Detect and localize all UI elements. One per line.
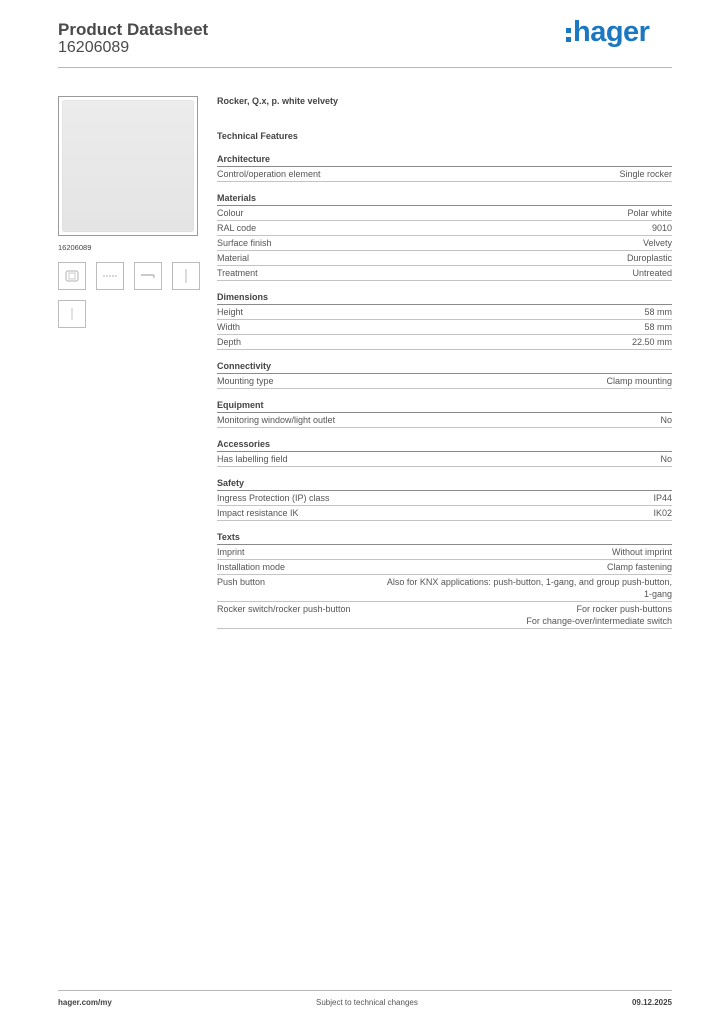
spec-value: Velvety [642,238,672,248]
section-title: Equipment [217,399,672,413]
spec-value: 9010 [651,223,672,233]
spec-label: RAL code [217,223,257,233]
spec-value: Single rocker [619,169,672,179]
section-accessories [217,438,672,467]
section-title: Materials [217,192,672,206]
section-texts [217,531,672,629]
brand-logo [566,16,649,49]
section-safety [217,477,672,521]
spec-row [217,560,672,575]
spec-row [217,506,672,521]
spec-label: Colour [217,208,244,218]
spec-value: Without imprint [611,547,672,557]
spec-label: Rocker switch/rocker push-button [217,604,351,614]
spec-row [217,452,672,467]
spec-row [217,221,672,236]
rocker-image [62,100,194,232]
spec-value: 22.50 mm [631,337,672,347]
top-view-icon [139,271,157,281]
spec-row [217,305,672,320]
footer-divider [58,990,672,991]
spec-label: Push button [217,577,266,587]
logo-dots-icon [566,28,571,42]
spec-value: 58 mm [644,307,672,317]
spec-value: Clamp fastening [606,562,672,572]
spec-label: Width [217,322,241,332]
spec-value: IK02 [653,508,672,518]
technical-features-heading: Technical Features [217,131,298,141]
spec-row [217,236,672,251]
spec-value: No [660,415,672,425]
spec-row [217,206,672,221]
profile-view-icon [181,267,191,285]
spec-row [217,320,672,335]
section-materials [217,192,672,281]
thumbnail-top-view[interactable] [134,262,162,290]
spec-label: Mounting type [217,376,274,386]
spec-label: Has labelling field [217,454,288,464]
spec-label: Depth [217,337,242,347]
spec-label: Impact resistance IK [217,508,299,518]
spec-value: Duroplastic [626,253,672,263]
spec-row [217,251,672,266]
spec-label: Height [217,307,244,317]
product-name: Rocker, Q.x, p. white velvety [217,96,339,106]
spec-label: Installation mode [217,562,286,572]
section-title: Connectivity [217,360,672,374]
spec-value: Also for KNX applications: push-button, 1-gang, and group push-button, 1-gang [386,577,672,599]
thumbnail-side-view[interactable] [96,262,124,290]
product-code: 16206089 [58,39,130,56]
page-title: Product Datasheet [58,20,209,39]
spec-row [217,491,672,506]
section-dimensions [217,291,672,350]
section-architecture [217,153,672,182]
footer-notice: Subject to technical changes [316,998,418,1007]
section-title: Accessories [217,438,672,452]
section-connectivity [217,360,672,389]
thumbnail-detail-view[interactable] [58,300,86,328]
spec-row [217,413,672,428]
section-title: Safety [217,477,672,491]
header-divider [58,67,672,68]
section-title: Dimensions [217,291,672,305]
spec-row [217,602,672,629]
spec-label: Surface finish [217,238,272,248]
section-title: Architecture [217,153,672,167]
spec-label: Control/operation element [217,169,321,179]
spec-value: No [660,454,672,464]
spec-label: Material [217,253,250,263]
spec-label: Imprint [217,547,245,557]
spec-value: Polar white [627,208,672,218]
spec-value: Untreated [632,268,672,278]
spec-value: 58 mm [644,322,672,332]
footer-date: 09.12.2025 [631,998,672,1007]
product-image[interactable] [58,96,198,236]
thumbnail-front-view[interactable] [58,262,86,290]
section-title: Texts [217,531,672,545]
technical-content [217,94,672,639]
detail-view-icon [67,305,77,323]
section-equipment [217,399,672,428]
image-caption: 16206089 [58,243,92,252]
spec-row [217,545,672,560]
front-view-icon [64,269,80,283]
spec-label: Treatment [217,268,258,278]
feature-sections [217,153,672,629]
spec-row [217,575,672,602]
spec-value: For rocker push-buttons For change-over/intermediate switch [526,604,672,626]
spec-row [217,374,672,389]
spec-label: Monitoring window/light outlet [217,415,336,425]
brand-name: hager [573,16,650,48]
spec-row [217,167,672,182]
side-view-icon [101,271,119,281]
thumbnail-profile-view[interactable] [172,262,200,290]
spec-value: IP44 [653,493,672,503]
spec-row [217,266,672,281]
spec-value: Clamp mounting [606,376,672,386]
spec-row [217,335,672,350]
spec-label: Ingress Protection (IP) class [217,493,330,503]
footer-website-link[interactable]: hager.com/my [58,998,112,1007]
